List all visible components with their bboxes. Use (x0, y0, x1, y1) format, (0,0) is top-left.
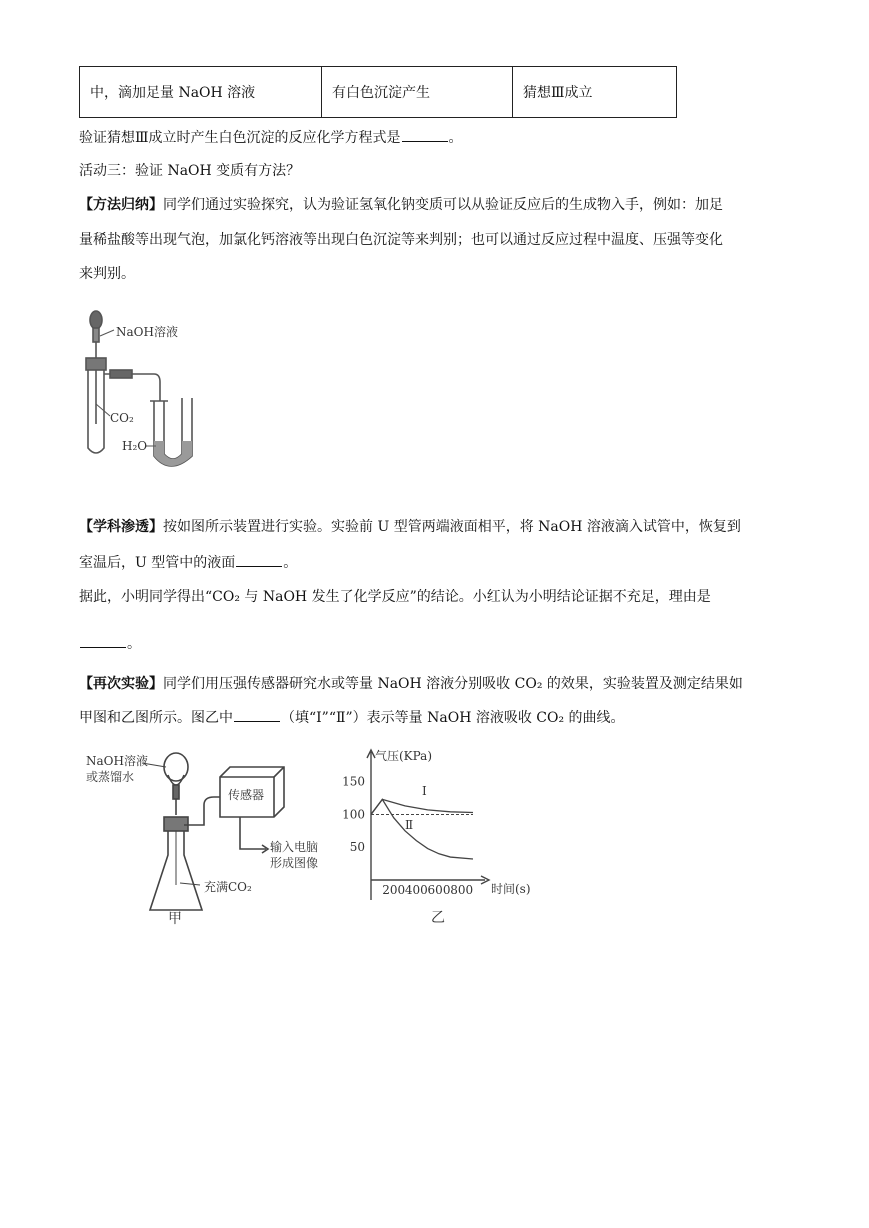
x-axis-label: 时间(s) (491, 882, 531, 896)
period: 。 (283, 555, 298, 571)
x-tick-label: 400 (404, 883, 428, 897)
again-text-2: 甲图和乙图所示。图乙中 (79, 710, 233, 726)
table-row (80, 67, 677, 118)
funnel-label-line1: NaOH溶液 (86, 754, 148, 768)
naoh-solution-label: NaOH溶液 (116, 325, 178, 339)
activity-three-heading: 活动三：验证 NaOH 变质有方法？ (79, 163, 301, 179)
again-text-3: （填“Ⅰ”“Ⅱ”）表示等量 NaOH 溶液吸收 CO₂ 的曲线。 (281, 710, 625, 726)
xiaoming-paragraph: 据此，小明同学得出“CO₂ 与 NaOH 发生了化学反应”的结论。小红认为小明结论证据不充足，理由是 (79, 589, 711, 605)
co2-label: CO₂ (110, 411, 134, 425)
subject-text: 按如图所示装置进行实验。实验前 U 型管两端液面相平，将 NaOH 溶液滴入试管中，恢复到 (163, 519, 741, 535)
equation-question-text: 验证猜想Ⅲ成立时产生白色沉淀的反应化学方程式是 (79, 130, 401, 146)
reason-answer-line (79, 633, 141, 654)
table-cell-operation: 中，滴加足量 NaOH 溶液 (80, 67, 322, 118)
answer-blank[interactable] (402, 127, 448, 142)
x-tick-label: 800 (450, 883, 474, 897)
output-label-line2: 形成图像 (270, 856, 319, 870)
result-table (79, 66, 677, 118)
subject-tag: 【学科渗透】 (79, 519, 163, 535)
series-label-1: Ⅰ (422, 783, 427, 798)
method-paragraph-line3: 来判别。 (79, 266, 135, 282)
again-paragraph-line2 (79, 707, 625, 728)
answer-blank[interactable] (80, 633, 126, 648)
period: 。 (127, 636, 141, 652)
again-paragraph-line1 (79, 674, 743, 694)
figure-jia-apparatus (80, 745, 320, 930)
again-text: 同学们用压强传感器研究水或等量 NaOH 溶液分别吸收 CO₂ 的效果，实验装置及测定结果如 (163, 676, 743, 692)
funnel-label-line2: 或蒸馏水 (86, 770, 135, 784)
y-tick-label: 100 (342, 807, 365, 822)
output-label-line1: 输入电脑 (270, 840, 319, 854)
series-label-2: Ⅱ (405, 817, 414, 832)
table-cell-phenomenon: 有白色沉淀产生 (322, 67, 513, 118)
subject-text-2: 室温后，U 型管中的液面 (79, 555, 236, 571)
water-label: H₂O (122, 439, 148, 453)
x-tick-label: 600 (427, 883, 451, 897)
again-tag: 【再次实验】 (79, 676, 163, 692)
sensor-label: 传感器 (228, 788, 265, 802)
method-paragraph-line1 (79, 195, 723, 215)
figure-caption-yi: 乙 (431, 910, 445, 926)
equation-question (79, 127, 463, 148)
figure-yi-pressure-chart (335, 740, 545, 930)
flask-label: 充满CO₂ (204, 880, 252, 894)
period: 。 (448, 130, 463, 146)
y-tick-label: 150 (342, 774, 365, 789)
subject-paragraph-line1 (79, 517, 741, 537)
answer-blank[interactable] (234, 707, 280, 722)
table-cell-conclusion: 猜想Ⅲ成立 (513, 67, 677, 118)
method-tag: 【方法归纳】 (79, 197, 163, 213)
method-text: 同学们通过实验探究，认为验证氢氧化钠变质可以从验证反应后的生成物入手，例如：加足 (163, 197, 723, 213)
y-tick-label: 50 (349, 840, 365, 855)
u-tube-apparatus-figure (80, 306, 240, 486)
subject-paragraph-line2 (79, 552, 297, 573)
answer-blank[interactable] (236, 552, 282, 567)
method-paragraph-line2: 量稀盐酸等出现气泡，加氯化钙溶液等出现白色沉淀等来判别；也可以通过反应过程中温度、压强等变化 (79, 232, 723, 248)
figure-caption-jia: 甲 (168, 911, 182, 927)
y-axis-label: 气压(KPa) (375, 749, 433, 763)
x-tick-label: 200 (382, 883, 406, 897)
